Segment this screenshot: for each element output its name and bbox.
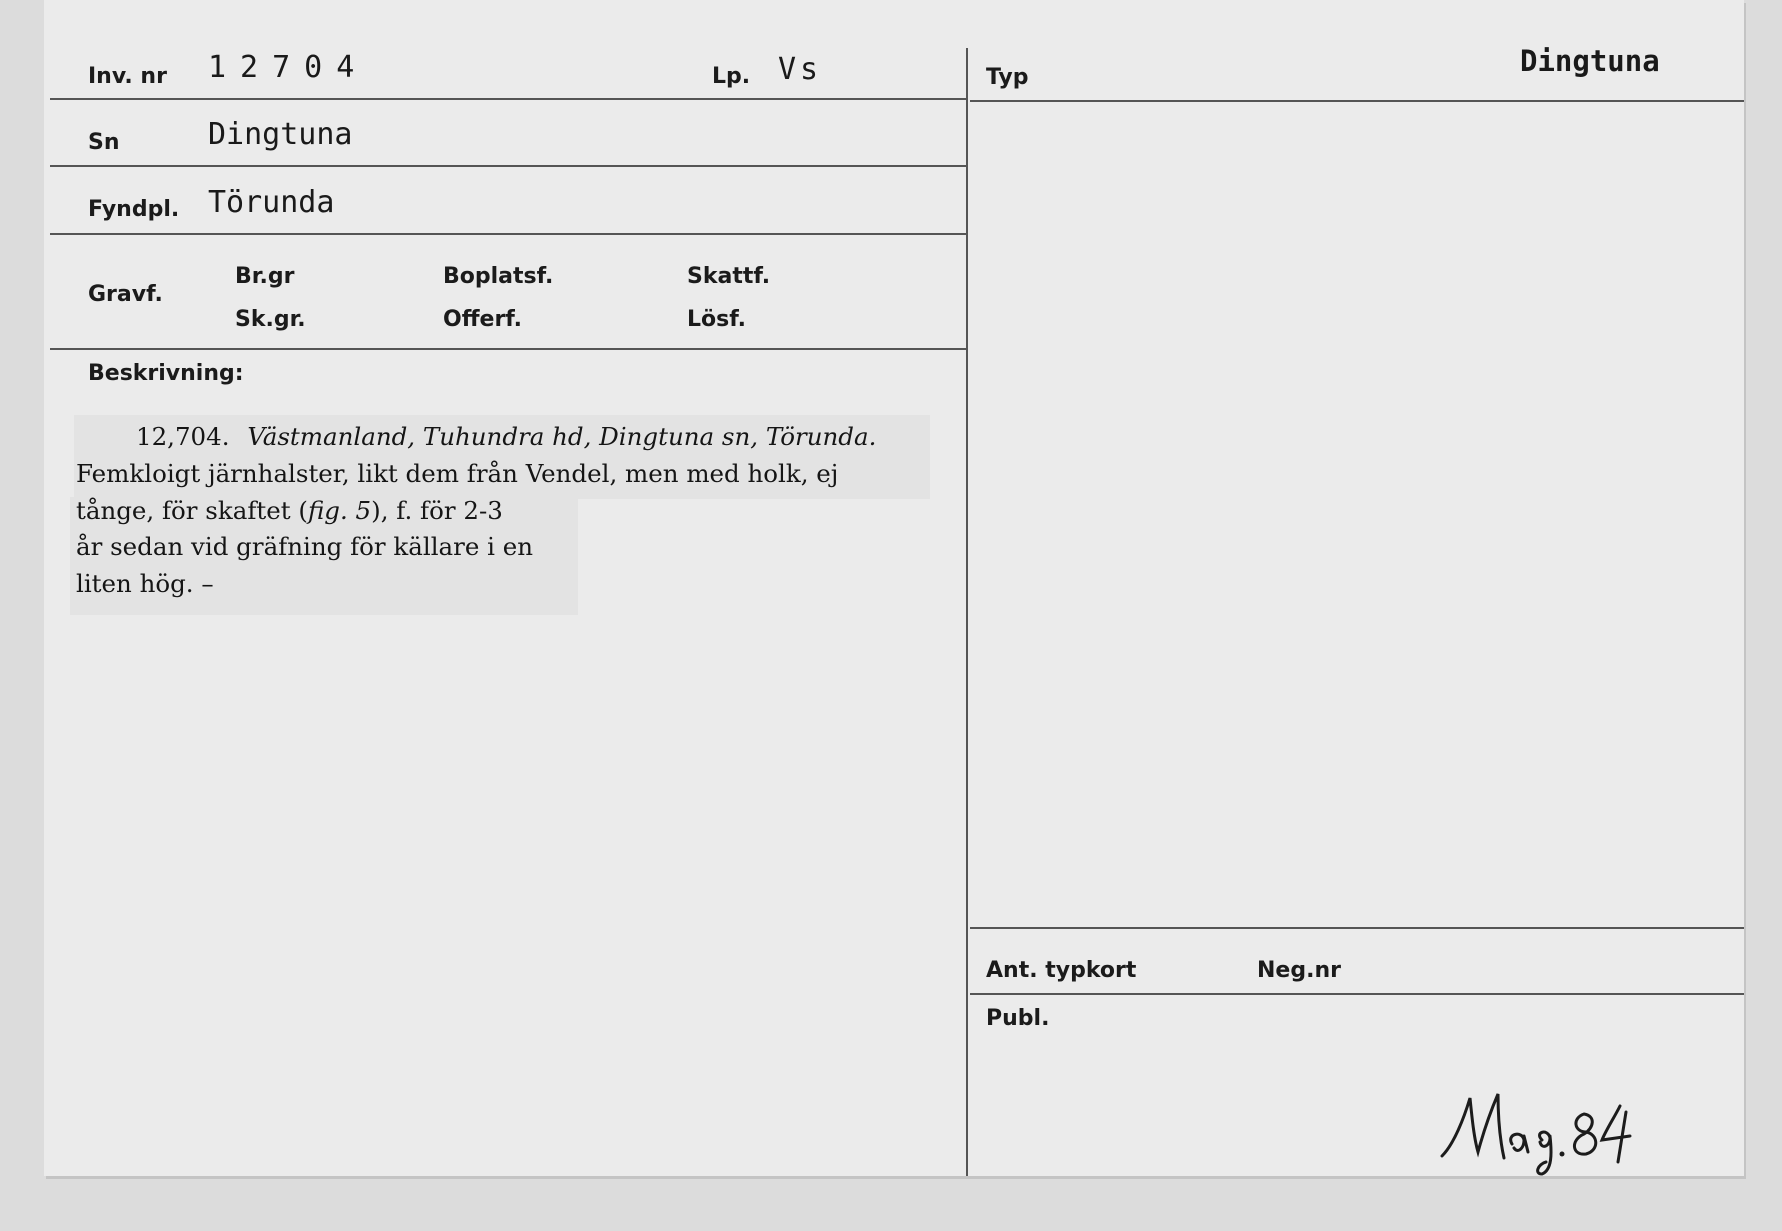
fyndpl-label: Fyndpl. bbox=[88, 197, 180, 222]
skgr-label: Sk.gr. bbox=[235, 307, 306, 332]
clipping-line-1 bbox=[136, 422, 876, 451]
provenance-italic: Västmanland, Tuhundra hd, Dingtuna sn, Törunda. bbox=[247, 422, 877, 451]
catalog-number: 12,704. bbox=[136, 422, 230, 451]
boplatsf-label: Boplatsf. bbox=[443, 264, 554, 289]
beskrivning-label: Beskrivning: bbox=[88, 361, 244, 386]
rule-above-ant-typkort bbox=[970, 927, 1744, 929]
typ-label: Typ bbox=[986, 65, 1029, 90]
skattf-label: Skattf. bbox=[687, 264, 771, 289]
ant-typkort-label: Ant. typkort bbox=[986, 958, 1137, 983]
fyndpl-value: Törunda bbox=[208, 185, 335, 220]
corner-place-name: Dingtuna bbox=[1520, 44, 1660, 78]
rule-below-inv bbox=[50, 98, 966, 100]
lp-value: Vs bbox=[778, 52, 823, 87]
rule-below-sn bbox=[50, 165, 966, 167]
catalog-card bbox=[44, 0, 1744, 1176]
brgr-label: Br.gr bbox=[235, 264, 295, 289]
inv-nr-value: 12704 bbox=[208, 50, 369, 85]
negnr-label: Neg.nr bbox=[1257, 958, 1341, 983]
rule-below-typ bbox=[970, 100, 1744, 102]
offerf-label: Offerf. bbox=[443, 307, 523, 332]
lp-label: Lp. bbox=[712, 64, 751, 89]
clipping-line-3-a: tånge, för skaftet ( bbox=[76, 496, 308, 525]
center-divider bbox=[966, 48, 968, 1176]
sn-value: Dingtuna bbox=[208, 117, 353, 152]
clipping-line-5: liten hög. – bbox=[76, 569, 214, 598]
handwritten-note bbox=[1434, 1078, 1654, 1178]
inv-nr-label: Inv. nr bbox=[88, 64, 167, 89]
figure-reference: fig. 5 bbox=[307, 496, 372, 525]
rule-above-publ bbox=[970, 993, 1744, 995]
clipping-line-3 bbox=[76, 496, 503, 525]
clipping-line-2: Femkloigt järnhalster, likt dem från Vendel, men med holk, ej bbox=[76, 459, 839, 488]
publ-label: Publ. bbox=[986, 1006, 1050, 1031]
gravf-label: Gravf. bbox=[88, 282, 163, 307]
sn-label: Sn bbox=[88, 130, 120, 155]
rule-below-fyndpl bbox=[50, 233, 966, 235]
rule-below-gravf bbox=[50, 348, 966, 350]
clipping-line-4: år sedan vid gräfning för källare i en bbox=[76, 532, 534, 561]
clipping-line-3-b: ), f. för 2-3 bbox=[371, 496, 503, 525]
losf-label: Lösf. bbox=[687, 307, 746, 332]
